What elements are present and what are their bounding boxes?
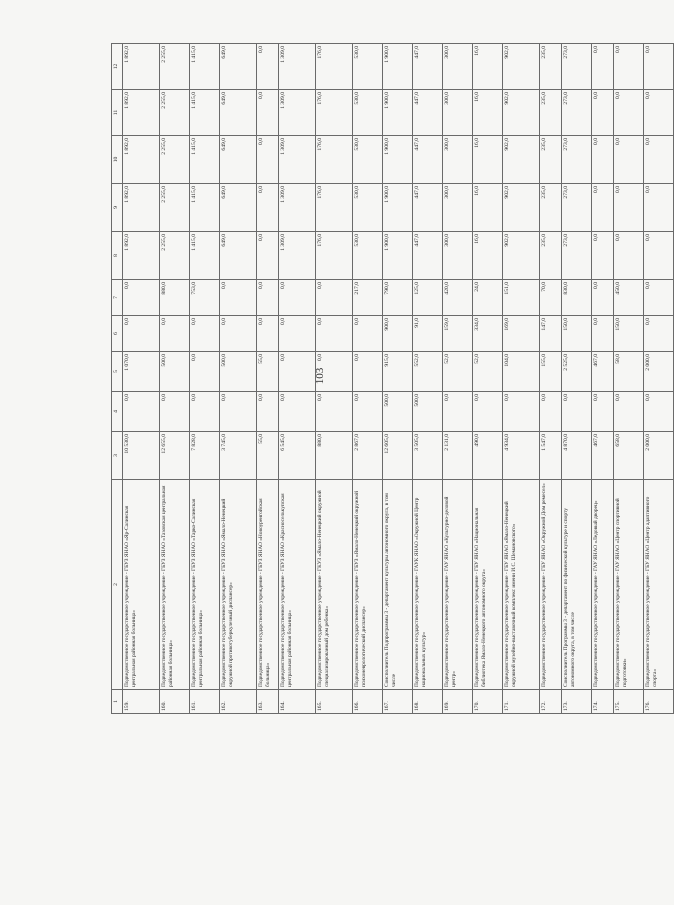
value-cell: 2 255,0 bbox=[160, 232, 190, 280]
value-cell: 915,0 bbox=[383, 352, 413, 392]
value-cell: 176,0 bbox=[316, 44, 353, 90]
row-number-cell: 173. bbox=[562, 690, 592, 714]
row-name-cell: Подведомственное государственное учреждение - ГАУ ЯНАО «Центр спортивной подготовки» bbox=[614, 480, 644, 690]
value-cell: 420,0 bbox=[443, 280, 473, 316]
value-cell: 2 255,0 bbox=[160, 184, 190, 232]
value-cell: 176,0 bbox=[316, 90, 353, 136]
value-cell: 300,0 bbox=[443, 90, 473, 136]
value-cell: 1 900,0 bbox=[383, 232, 413, 280]
row-number-cell: 160. bbox=[160, 690, 190, 714]
column-number-cell: 9 bbox=[112, 184, 123, 232]
value-cell: 0,0 bbox=[257, 232, 279, 280]
table-row bbox=[160, 44, 190, 714]
value-cell: 450,0 bbox=[614, 280, 644, 316]
value-cell: 0,0 bbox=[123, 316, 160, 352]
value-cell: 900,0 bbox=[383, 316, 413, 352]
column-number-cell: 2 bbox=[112, 480, 123, 690]
value-cell: 1 415,0 bbox=[190, 90, 220, 136]
value-cell: 2 255,0 bbox=[160, 136, 190, 184]
value-cell: 1 070,0 bbox=[123, 352, 160, 392]
table-row bbox=[413, 44, 443, 714]
value-cell: 0,0 bbox=[592, 392, 614, 432]
value-cell: 0,0 bbox=[592, 44, 614, 90]
value-cell: 0,0 bbox=[614, 184, 644, 232]
value-cell: 273,0 bbox=[562, 44, 592, 90]
value-cell: 12 605,0 bbox=[383, 432, 413, 480]
value-cell: 0,0 bbox=[190, 352, 220, 392]
row-name-cell: Подведомственное государственное учреждение - ГБУЗ ЯНАО «Ямало-Ненецкий окружной противотуберкулезный диспансер» bbox=[220, 480, 257, 690]
row-name-cell: Подведомственное государственное учреждение - ГБУЗ ЯНАО «Яр-Салинская центральная районная больница» bbox=[123, 480, 160, 690]
value-cell: 0,0 bbox=[160, 316, 190, 352]
value-cell: 902,0 bbox=[503, 232, 540, 280]
value-cell: 1 547,0 bbox=[540, 432, 562, 480]
value-cell: 0,0 bbox=[562, 392, 592, 432]
row-number-cell: 170. bbox=[473, 690, 503, 714]
value-cell: 0,0 bbox=[257, 90, 279, 136]
value-cell: 4 870,0 bbox=[562, 432, 592, 480]
value-cell: 649,0 bbox=[220, 136, 257, 184]
value-cell: 0,0 bbox=[257, 316, 279, 352]
row-name-cell: Подведомственное государственное учреждение - ГБУ ЯНАО «Национальная библиотека Ямало-Ненецкого автономного округа» bbox=[473, 480, 503, 690]
value-cell: 0,0 bbox=[316, 352, 353, 392]
table-row bbox=[257, 44, 279, 714]
value-cell: 1 892,0 bbox=[123, 136, 160, 184]
value-cell: 1 892,0 bbox=[123, 90, 160, 136]
value-cell: 1 309,0 bbox=[279, 44, 316, 90]
value-cell: 0,0 bbox=[220, 392, 257, 432]
value-cell: 176,0 bbox=[316, 184, 353, 232]
value-cell: 155,0 bbox=[540, 352, 562, 392]
value-cell: 1 415,0 bbox=[190, 44, 220, 90]
value-cell: 334,0 bbox=[473, 316, 503, 352]
value-cell: 658,0 bbox=[614, 432, 644, 480]
value-cell: 902,0 bbox=[503, 136, 540, 184]
value-cell: 0,0 bbox=[592, 280, 614, 316]
value-cell: 235,0 bbox=[540, 232, 562, 280]
row-number-cell: 164. bbox=[279, 690, 316, 714]
column-number-row bbox=[112, 44, 123, 714]
value-cell: 467,0 bbox=[592, 432, 614, 480]
row-number-cell: 168. bbox=[413, 690, 443, 714]
value-cell: 0,0 bbox=[279, 280, 316, 316]
value-cell: 880,0 bbox=[316, 432, 353, 480]
row-number-cell: 176. bbox=[644, 690, 674, 714]
value-cell: 0,0 bbox=[614, 232, 644, 280]
column-number-cell: 4 bbox=[112, 392, 123, 432]
value-cell: 2 525,0 bbox=[562, 352, 592, 392]
value-cell: 0,0 bbox=[123, 392, 160, 432]
value-cell: 530,0 bbox=[353, 184, 383, 232]
column-number-cell: 7 bbox=[112, 280, 123, 316]
value-cell: 16,0 bbox=[473, 44, 503, 90]
value-cell: 52,0 bbox=[443, 352, 473, 392]
column-number-cell: 8 bbox=[112, 232, 123, 280]
value-cell: 273,0 bbox=[562, 184, 592, 232]
value-cell: 0,0 bbox=[592, 316, 614, 352]
row-number-cell: 169. bbox=[443, 690, 473, 714]
value-cell: 0,0 bbox=[614, 90, 644, 136]
value-cell: 0,0 bbox=[644, 184, 674, 232]
value-cell: 1 415,0 bbox=[190, 232, 220, 280]
value-cell: 530,0 bbox=[353, 232, 383, 280]
value-cell: 649,0 bbox=[220, 44, 257, 90]
value-cell: 2 255,0 bbox=[160, 44, 190, 90]
column-number-cell: 3 bbox=[112, 432, 123, 480]
value-cell: 0,0 bbox=[257, 184, 279, 232]
value-cell: 2 000,0 bbox=[644, 432, 674, 480]
value-cell: 1 900,0 bbox=[383, 184, 413, 232]
table-row bbox=[644, 44, 674, 714]
value-cell: 0,0 bbox=[279, 352, 316, 392]
value-cell: 176,0 bbox=[316, 232, 353, 280]
value-cell: 0,0 bbox=[644, 232, 674, 280]
value-cell: 447,0 bbox=[413, 136, 443, 184]
row-name-cell: Подведомственное государственное учреждение - ГБУЗ ЯНАО «Красноселькупская центральная районная больница» bbox=[279, 480, 316, 690]
value-cell: 169,0 bbox=[503, 316, 540, 352]
value-cell: 1 309,0 bbox=[279, 136, 316, 184]
row-number-cell: 163. bbox=[257, 690, 279, 714]
value-cell: 147,0 bbox=[540, 316, 562, 352]
value-cell: 1 900,0 bbox=[383, 136, 413, 184]
value-cell: 104,0 bbox=[503, 352, 540, 392]
value-cell: 0,0 bbox=[316, 316, 353, 352]
value-cell: 530,0 bbox=[353, 44, 383, 90]
table-row bbox=[562, 44, 592, 714]
value-cell: 300,0 bbox=[443, 136, 473, 184]
value-cell: 6 545,0 bbox=[279, 432, 316, 480]
value-cell: 0,0 bbox=[123, 280, 160, 316]
row-name-cell: Соисполнитель Подпрограммы 3 - департамент культуры автономного округа, в том числе bbox=[383, 480, 413, 690]
value-cell: 447,0 bbox=[413, 232, 443, 280]
value-cell: 0,0 bbox=[220, 280, 257, 316]
row-name-cell: Соисполнитель Программы 3 - департамент по физической культуре и спорту автономного округа, в том числе bbox=[562, 480, 592, 690]
value-cell: 235,0 bbox=[540, 184, 562, 232]
value-cell: 0,0 bbox=[473, 392, 503, 432]
row-number-cell: 159. bbox=[123, 690, 160, 714]
table-row bbox=[123, 44, 160, 714]
value-cell: 16,0 bbox=[473, 90, 503, 136]
value-cell: 125,0 bbox=[413, 280, 443, 316]
value-cell: 649,0 bbox=[220, 184, 257, 232]
table-row bbox=[540, 44, 562, 714]
value-cell: 500,0 bbox=[160, 352, 190, 392]
value-cell: 0,0 bbox=[644, 44, 674, 90]
value-cell: 159,0 bbox=[443, 316, 473, 352]
value-cell: 1 892,0 bbox=[123, 44, 160, 90]
value-cell: 1 892,0 bbox=[123, 232, 160, 280]
value-cell: 1 309,0 bbox=[279, 232, 316, 280]
value-cell: 3 745,0 bbox=[220, 432, 257, 480]
table-row bbox=[473, 44, 503, 714]
value-cell: 467,0 bbox=[592, 352, 614, 392]
row-number-cell: 171. bbox=[503, 690, 540, 714]
value-cell: 0,0 bbox=[190, 316, 220, 352]
value-cell: 902,0 bbox=[503, 184, 540, 232]
value-cell: 830,0 bbox=[562, 280, 592, 316]
value-cell: 500,0 bbox=[413, 392, 443, 432]
value-cell: 1 309,0 bbox=[279, 184, 316, 232]
value-cell: 70,0 bbox=[540, 280, 562, 316]
value-cell: 16,0 bbox=[473, 184, 503, 232]
value-cell: 55,0 bbox=[257, 432, 279, 480]
value-cell: 273,0 bbox=[562, 90, 592, 136]
value-cell: 649,0 bbox=[220, 232, 257, 280]
value-cell: 0,0 bbox=[592, 232, 614, 280]
value-cell: 0,0 bbox=[257, 44, 279, 90]
row-name-cell: Подведомственное государственное учреждение - ГБУЗ ЯНАО «Новоуренгойская больница» bbox=[257, 480, 279, 690]
value-cell: 0,0 bbox=[644, 280, 674, 316]
value-cell: 880,0 bbox=[160, 280, 190, 316]
column-number-cell: 5 bbox=[112, 352, 123, 392]
column-number-cell: 12 bbox=[112, 44, 123, 90]
rotated-table-wrapper bbox=[111, 44, 656, 714]
value-cell: 12 655,0 bbox=[160, 432, 190, 480]
value-cell: 0,0 bbox=[644, 392, 674, 432]
value-cell: 1 309,0 bbox=[279, 90, 316, 136]
table-row bbox=[279, 44, 316, 714]
value-cell: 150,0 bbox=[614, 316, 644, 352]
value-cell: 2 131,0 bbox=[443, 432, 473, 480]
value-cell: 902,0 bbox=[503, 44, 540, 90]
value-cell: 0,0 bbox=[592, 136, 614, 184]
value-cell: 447,0 bbox=[413, 184, 443, 232]
table-body bbox=[123, 44, 674, 714]
table-row bbox=[503, 44, 540, 714]
value-cell: 235,0 bbox=[540, 90, 562, 136]
value-cell: 500,0 bbox=[220, 352, 257, 392]
value-cell: 490,0 bbox=[473, 432, 503, 480]
value-cell: 0,0 bbox=[160, 392, 190, 432]
row-number-cell: 162. bbox=[220, 690, 257, 714]
table-row bbox=[614, 44, 644, 714]
row-name-cell: Подведомственное государственное учреждение - ГБУ ЯНАО «Центр адаптивного спорта» bbox=[644, 480, 674, 690]
table-row bbox=[592, 44, 614, 714]
value-cell: 217,0 bbox=[353, 280, 383, 316]
value-cell: 0,0 bbox=[257, 392, 279, 432]
row-name-cell: Подведомственное государственное учреждение - ГБУЗ ЯНАО «Тарко-Салинская центральная районная больница» bbox=[190, 480, 220, 690]
row-number-cell: 175. bbox=[614, 690, 644, 714]
value-cell: 0,0 bbox=[279, 392, 316, 432]
value-cell: 235,0 bbox=[540, 44, 562, 90]
row-name-cell: Подведомственное государственное учреждение - ГАУ ЯНАО «Ледовый дворец» bbox=[592, 480, 614, 690]
value-cell: 24,0 bbox=[473, 280, 503, 316]
table-row bbox=[220, 44, 257, 714]
value-cell: 235,0 bbox=[540, 136, 562, 184]
value-cell: 16,0 bbox=[473, 232, 503, 280]
value-cell: 300,0 bbox=[443, 232, 473, 280]
value-cell: 1 892,0 bbox=[123, 184, 160, 232]
column-number-cell: 1 bbox=[112, 690, 123, 714]
row-number-cell: 172. bbox=[540, 690, 562, 714]
value-cell: 0,0 bbox=[257, 280, 279, 316]
value-cell: 0,0 bbox=[316, 280, 353, 316]
row-name-cell: Подведомственное государственное учреждение - ГБУЗ «Ямало-Ненецкий окружной психоневрологический диспансер» bbox=[353, 480, 383, 690]
table-row bbox=[383, 44, 413, 714]
value-cell: 176,0 bbox=[316, 136, 353, 184]
value-cell: 7 828,0 bbox=[190, 432, 220, 480]
value-cell: 4 934,0 bbox=[503, 432, 540, 480]
value-cell: 0,0 bbox=[592, 184, 614, 232]
value-cell: 55,0 bbox=[257, 352, 279, 392]
value-cell: 447,0 bbox=[413, 90, 443, 136]
value-cell: 753,0 bbox=[190, 280, 220, 316]
value-cell: 2 255,0 bbox=[160, 90, 190, 136]
value-cell: 1 415,0 bbox=[190, 184, 220, 232]
column-number-cell: 11 bbox=[112, 90, 123, 136]
row-number-cell: 161. bbox=[190, 690, 220, 714]
value-cell: 52,0 bbox=[473, 352, 503, 392]
value-cell: 790,0 bbox=[383, 280, 413, 316]
value-cell: 447,0 bbox=[413, 44, 443, 90]
value-cell: 16,0 bbox=[473, 136, 503, 184]
value-cell: 10 530,0 bbox=[123, 432, 160, 480]
value-cell: 1 900,0 bbox=[383, 44, 413, 90]
value-cell: 0,0 bbox=[644, 136, 674, 184]
row-number-cell: 166. bbox=[353, 690, 383, 714]
value-cell: 0,0 bbox=[316, 392, 353, 432]
value-cell: 1 415,0 bbox=[190, 136, 220, 184]
table-row bbox=[190, 44, 220, 714]
value-cell: 0,0 bbox=[644, 316, 674, 352]
value-cell: 0,0 bbox=[220, 316, 257, 352]
row-name-cell: Подведомственное государственное учреждение - ГБУ ЯНАО «Ямало-Ненецкий окружной музейно-выставочный комплекс имени И.С. Шемановского» bbox=[503, 480, 540, 690]
value-cell: 273,0 bbox=[562, 136, 592, 184]
value-cell: 0,0 bbox=[614, 136, 644, 184]
value-cell: 0,0 bbox=[614, 44, 644, 90]
row-name-cell: Подведомственное государственное учреждение - ГБУ ЯНАО «Окружной Дом ремесел» bbox=[540, 480, 562, 690]
table-row bbox=[443, 44, 473, 714]
value-cell: 150,0 bbox=[562, 316, 592, 352]
value-cell: 1 900,0 bbox=[383, 90, 413, 136]
page-number: 103 bbox=[314, 367, 326, 385]
value-cell: 0,0 bbox=[503, 392, 540, 432]
column-number-cell: 6 bbox=[112, 316, 123, 352]
value-cell: 530,0 bbox=[353, 136, 383, 184]
value-cell: 0,0 bbox=[540, 392, 562, 432]
row-number-cell: 167. bbox=[383, 690, 413, 714]
value-cell: 273,0 bbox=[562, 232, 592, 280]
value-cell: 0,0 bbox=[353, 316, 383, 352]
value-cell: 0,0 bbox=[190, 392, 220, 432]
value-cell: 0,0 bbox=[353, 392, 383, 432]
value-cell: 300,0 bbox=[443, 44, 473, 90]
value-cell: 530,0 bbox=[353, 90, 383, 136]
row-number-cell: 174. bbox=[592, 690, 614, 714]
value-cell: 0,0 bbox=[614, 392, 644, 432]
row-number-cell: 165. bbox=[316, 690, 353, 714]
value-cell: 0,0 bbox=[592, 90, 614, 136]
value-cell: 902,0 bbox=[503, 90, 540, 136]
value-cell: 552,0 bbox=[413, 352, 443, 392]
value-cell: 300,0 bbox=[443, 184, 473, 232]
value-cell: 649,0 bbox=[220, 90, 257, 136]
value-cell: 151,0 bbox=[503, 280, 540, 316]
table-row bbox=[316, 44, 353, 714]
value-cell: 58,0 bbox=[614, 352, 644, 392]
value-cell: 2 000,0 bbox=[644, 352, 674, 392]
value-cell: 2 867,0 bbox=[353, 432, 383, 480]
value-cell: 0,0 bbox=[279, 316, 316, 352]
row-name-cell: Подведомственное государственное учреждение - ГАУ ЯНАО «Культурно-деловой центр» bbox=[443, 480, 473, 690]
value-cell: 0,0 bbox=[353, 352, 383, 392]
value-cell: 3 505,0 bbox=[413, 432, 443, 480]
value-cell: 0,0 bbox=[644, 90, 674, 136]
row-name-cell: Подведомственное государственное учреждение - ГБУЗ ЯНАО «Тазовская центральная районная больница» bbox=[160, 480, 190, 690]
value-cell: 0,0 bbox=[443, 392, 473, 432]
value-cell: 0,0 bbox=[257, 136, 279, 184]
table-row bbox=[353, 44, 383, 714]
value-cell: 91,0 bbox=[413, 316, 443, 352]
row-name-cell: Подведомственное государственное учреждение - ГАУК ЯНАО «Окружной Центр национальных культур» bbox=[413, 480, 443, 690]
value-cell: 500,0 bbox=[383, 392, 413, 432]
budget-table bbox=[111, 43, 674, 714]
column-number-cell: 10 bbox=[112, 136, 123, 184]
row-name-cell: Подведомственное государственное учреждение - ГКУЗ «Ямало-Ненецкий окружной специализированный дом ребенка» bbox=[316, 480, 353, 690]
